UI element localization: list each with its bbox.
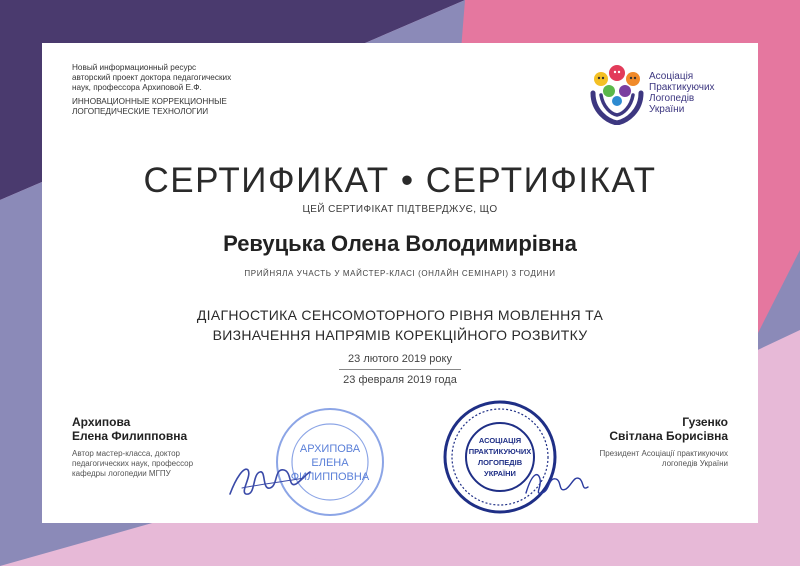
- right-given-names: Світлана Борисівна: [609, 429, 728, 443]
- participation-text: ПРИЙНЯЛА УЧАСТЬ У МАЙСТЕР-КЛАСІ (ОНЛАЙН СЕМІНАРІ) 3 ГОДИНИ: [244, 269, 556, 278]
- association-name-line: Практикуючих: [649, 82, 715, 93]
- project-info: [72, 63, 231, 117]
- right-stamp-text: ЛОГОПЕДІВ: [477, 458, 523, 467]
- right-stamp-text: ПРАКТИКУЮЧИХ: [468, 447, 532, 456]
- date-russian: 23 февраля 2019 года: [343, 374, 457, 386]
- association-name-line: України: [649, 104, 685, 115]
- right-signatory-name: [518, 415, 728, 443]
- project-line: ИННОВАЦИОННЫЕ КОРРЕКЦИОННЫЕ: [72, 97, 227, 106]
- association-name-line: Логопедів: [649, 93, 695, 104]
- topic-line: ДІАГНОСТИКА СЕНСОМОТОРНОГО РІВНЯ МОВЛЕННЯ ТА: [196, 307, 604, 323]
- right-role-line: логопедів України: [661, 459, 728, 468]
- association-name: [649, 71, 715, 115]
- left-signature: [222, 448, 312, 508]
- seminar-topic: [42, 305, 758, 345]
- topic-line: ВИЗНАЧЕННЯ НАПРЯМІВ КОРЕКЦІЙНОГО РОЗВИТКУ: [212, 327, 588, 343]
- project-line: наук, профессора Архиповой Е.Ф.: [72, 83, 202, 92]
- right-signature: [522, 463, 592, 503]
- children-hands-logo-icon: [587, 59, 647, 125]
- right-stamp-text: УКРАЇНИ: [484, 469, 516, 478]
- date-divider: [339, 369, 461, 370]
- right-signatory-role: [518, 449, 728, 469]
- certificate-subtitle: ЦЕЙ СЕРТИФІКАТ ПІДТВЕРДЖУЄ, ЩО: [302, 204, 498, 215]
- date-ukrainian: 23 лютого 2019 року: [348, 353, 452, 365]
- left-stamp-text: ЕЛЕНА: [311, 457, 349, 469]
- right-stamp-text: АСОЦІАЦІЯ: [478, 436, 522, 445]
- project-line: авторский проект доктора педагогических: [72, 73, 232, 82]
- right-surname: Гузенко: [682, 415, 728, 429]
- left-surname: Архипова: [72, 415, 131, 429]
- right-role-line: Президент Асоціації практикуючих: [599, 449, 728, 458]
- left-signatory-name: [72, 415, 282, 443]
- project-line: Новый информационный ресурс: [72, 63, 197, 72]
- association-logo: [587, 59, 737, 129]
- recipient-name: Ревуцька Олена Володимирівна: [223, 231, 577, 256]
- certificate-title: СЕРТИФИКАТ • СЕРТИФІКАТ: [143, 161, 657, 200]
- left-role-line: педагогических наук, профессор: [72, 459, 194, 468]
- certificate-card: [42, 43, 758, 523]
- right-signatory: [518, 415, 728, 469]
- left-role-line: кафедры логопедии МГПУ: [72, 469, 171, 478]
- left-stamp-text: АРХИПОВА: [299, 443, 361, 455]
- project-line: ЛОГОПЕДИЧЕСКИЕ ТЕХНОЛОГИИ: [72, 107, 209, 116]
- association-name-line: Асоціація: [649, 71, 694, 82]
- left-stamp-text: ФИЛИППОВНА: [290, 471, 370, 483]
- left-role-line: Автор мастер-класса, доктор: [72, 449, 180, 458]
- left-given-names: Елена Филипповна: [72, 429, 188, 443]
